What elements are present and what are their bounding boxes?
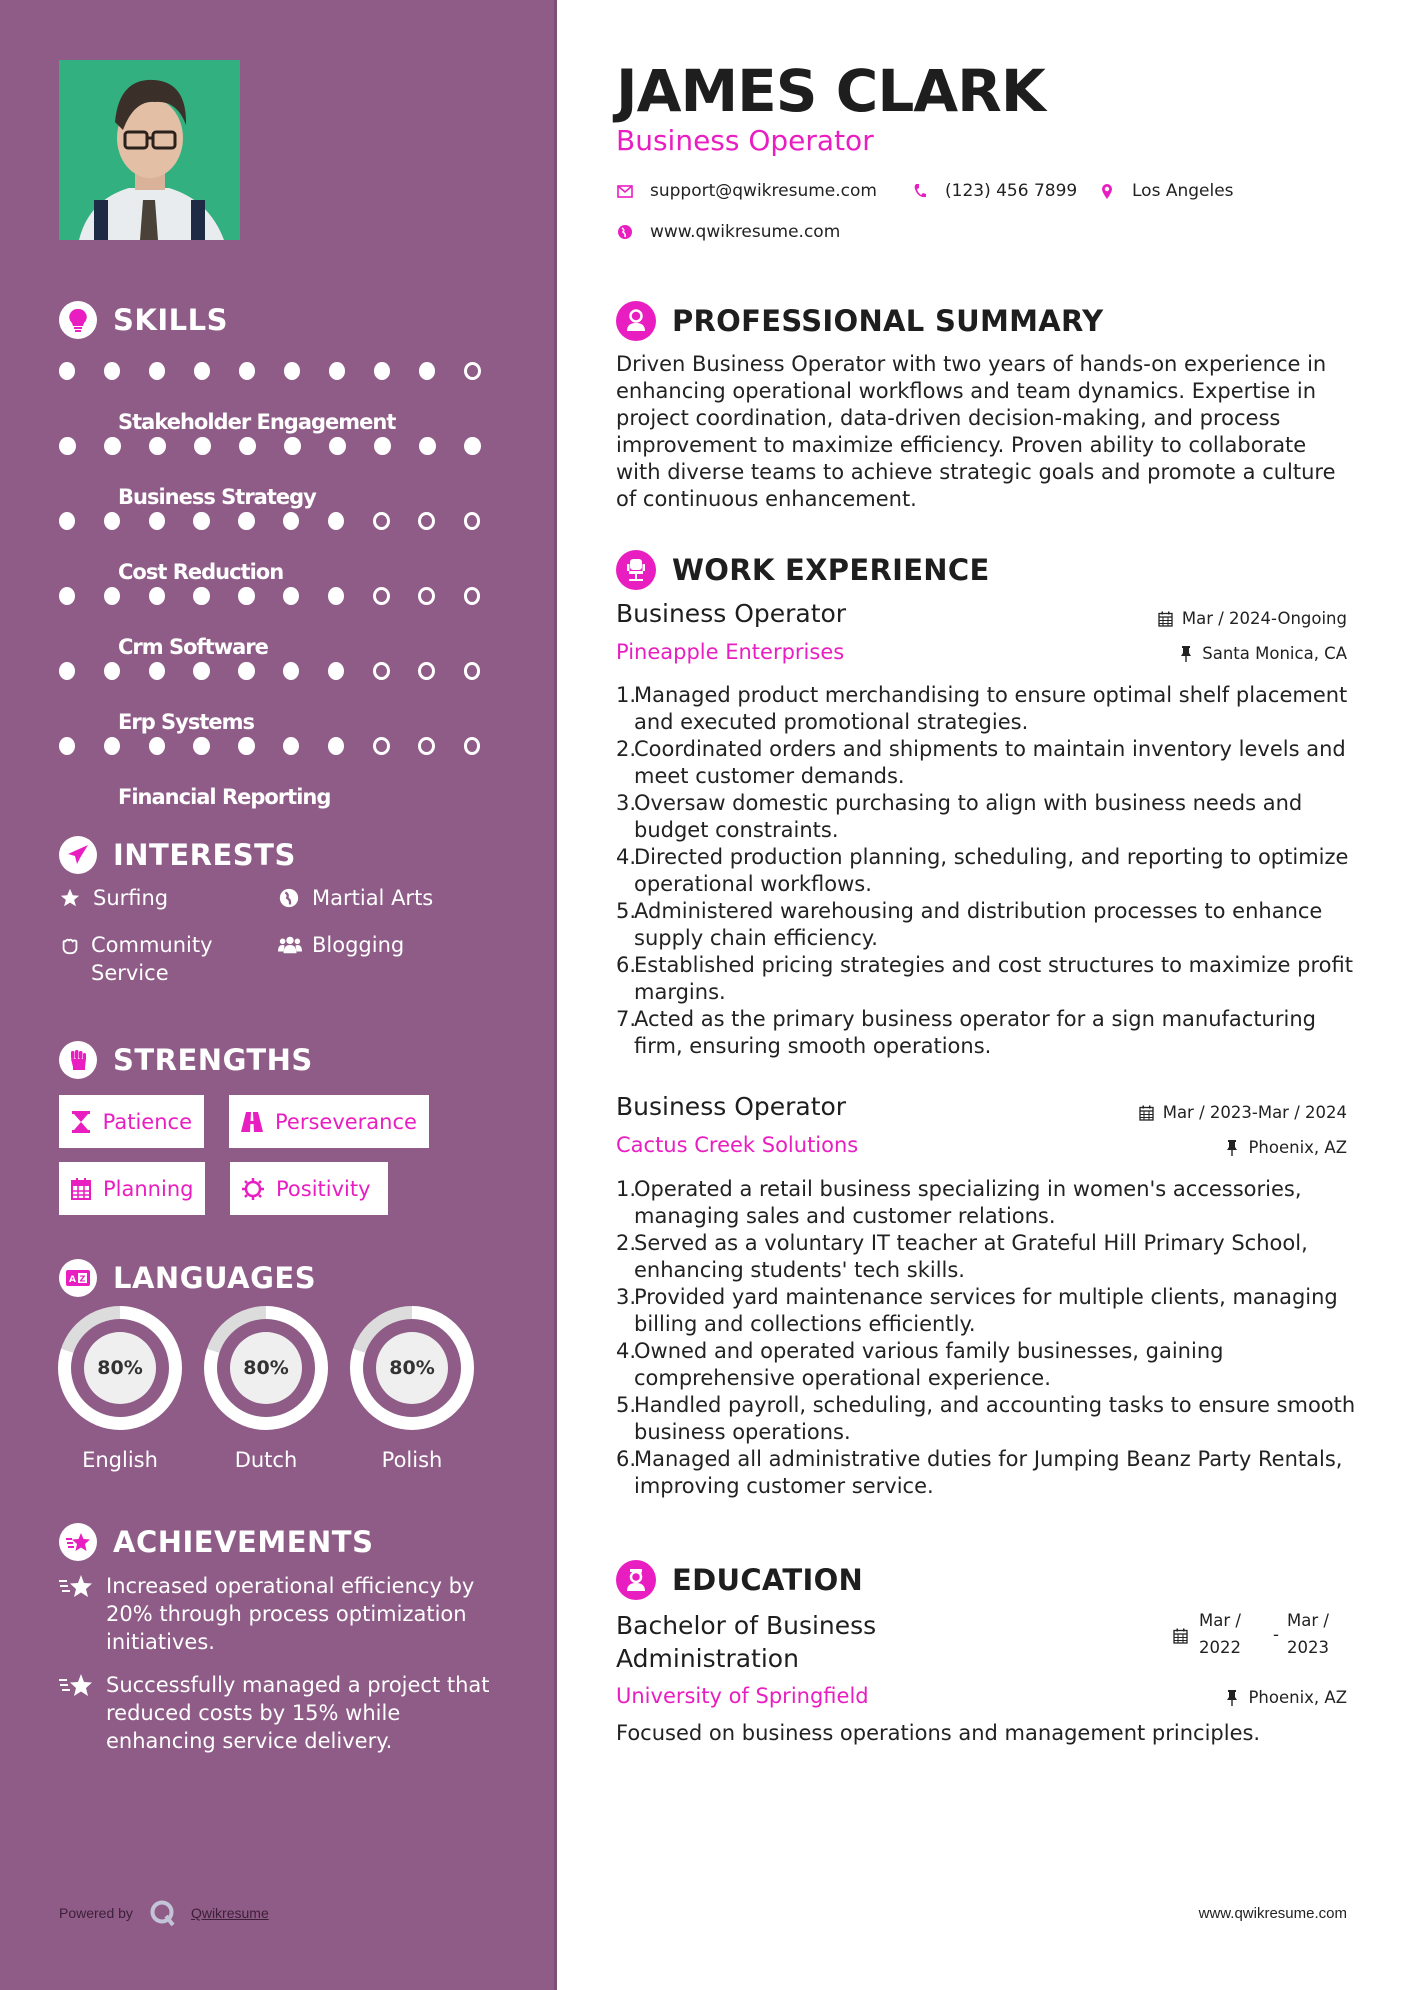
language-progress-ring: 80% (58, 1306, 182, 1430)
portrait-icon (59, 60, 240, 240)
road-icon (241, 1111, 263, 1133)
degree-title: Bachelor of Business Administration (616, 1611, 877, 1673)
contact-email: support@qwikresume.com (616, 179, 877, 203)
language-progress-ring: 80% (204, 1306, 328, 1430)
achievements-heading: ACHIEVEMENTS (59, 1522, 373, 1562)
list-item: 6. Established pricing strategies and cost structures to maximize profit margins. (616, 953, 1353, 1004)
interest-item: Community Service (59, 931, 259, 987)
education-description: Focused on business operations and management principles. (616, 1721, 1261, 1745)
skill-item: Stakeholder Engagement (59, 350, 509, 380)
hand-icon (59, 931, 81, 959)
achievement-item: Increased operational efficiency by 20% through process optimization initiatives. (59, 1572, 499, 1656)
calendar-icon (71, 1178, 91, 1200)
svg-text:A: A (69, 1275, 76, 1285)
skill-item: Erp Systems (59, 650, 509, 680)
pushpin-icon (1224, 1690, 1240, 1706)
calendar-icon (1173, 1625, 1189, 1641)
experience-heading: WORK EXPERIENCE (616, 548, 990, 592)
office-chair-icon (616, 550, 656, 590)
graduate-icon (616, 1560, 656, 1600)
qwikresume-link[interactable]: Qwikresume (190, 1905, 269, 1921)
sun-icon (242, 1178, 264, 1200)
skill-item: Cost Reduction (59, 500, 509, 530)
footer-website-link[interactable]: www.qwikresume.com (1198, 1905, 1347, 1922)
list-item: 6. Managed all administrative duties for Jumping Beanz Party Rentals, improving customer service. (616, 1447, 1343, 1498)
job-location: Phoenix, AZ (1224, 1138, 1347, 1157)
job-company: Pineapple Enterprises (616, 640, 845, 664)
shooting-star-icon (59, 1572, 95, 1600)
education-location: Phoenix, AZ (1224, 1688, 1347, 1707)
contact-phone: (123) 456 7899 (911, 179, 1077, 203)
interest-item: Surfing (59, 884, 168, 912)
language-progress-ring: 80% (350, 1306, 474, 1430)
skill-rating (59, 587, 509, 605)
qwikresume-logo-icon (149, 1898, 179, 1928)
languages-heading: A Z LANGUAGES (59, 1258, 316, 1298)
strength-tag: Patience (59, 1095, 204, 1148)
list-item: 5. Handled payroll, scheduling, and accounting tasks to ensure smooth business operations. (616, 1393, 1356, 1444)
interests-heading: INTERESTS (59, 835, 296, 875)
education-dates: Mar / 2022 - Mar / 2023 (1173, 1607, 1347, 1661)
hourglass-icon (71, 1111, 91, 1133)
job-title: Business Operator (616, 1092, 847, 1121)
list-item: 3. Oversaw domestic purchasing to align with business needs and budget constraints. (616, 791, 1303, 842)
calendar-icon (1158, 611, 1174, 627)
skill-rating (59, 662, 509, 680)
job-location: Santa Monica, CA (1178, 644, 1347, 663)
list-item: 3. Provided yard maintenance services for multiple clients, managing billing and collections efficiently. (616, 1285, 1338, 1336)
fist-icon (59, 1041, 97, 1079)
list-item: 7. Acted as the primary business operator for a sign manufacturing firm, ensuring smooth operations. (616, 1007, 1316, 1058)
interest-item: Blogging (278, 931, 404, 959)
job-responsibilities (616, 682, 1356, 1060)
shooting-star-icon (59, 1671, 95, 1699)
globe-icon (616, 223, 634, 241)
achievement-item: Successfully managed a project that reduced costs by 15% while enhancing service delivery. (59, 1671, 499, 1755)
list-item: 1. Operated a retail business specializing in women's accessories, managing sales and customer relations. (616, 1177, 1302, 1228)
education-heading: EDUCATION (616, 1558, 863, 1602)
main-content (557, 0, 1407, 1990)
skills-heading: SKILLS (59, 300, 228, 340)
strength-tag: Perseverance (229, 1095, 429, 1148)
user-icon (616, 301, 656, 341)
pushpin-icon (1224, 1140, 1240, 1156)
language-item: 80% English (58, 1306, 182, 1472)
job-responsibilities (616, 1176, 1356, 1500)
skill-rating (59, 437, 509, 455)
list-item: 1. Managed product merchandising to ensure optimal shelf placement and executed promotional strategies. (616, 683, 1348, 734)
list-item: 2. Coordinated orders and shipments to maintain inventory levels and meet customer demands. (616, 737, 1346, 788)
strength-tag: Positivity (230, 1162, 388, 1215)
powered-by: Powered by Qwikresume (59, 1898, 269, 1928)
paper-plane-icon (59, 836, 97, 874)
job-dates: Mar / 2023-Mar / 2024 (1139, 1103, 1347, 1122)
school-name: University of Springfield (616, 1684, 869, 1708)
strengths-heading: STRENGTHS (59, 1040, 313, 1080)
language-item: 80% Polish (350, 1306, 474, 1472)
candidate-title: Business Operator (616, 124, 874, 157)
language-item: 80% Dutch (204, 1306, 328, 1472)
job-company: Cactus Creek Solutions (616, 1133, 859, 1157)
contact-location: Los Angeles (1098, 179, 1234, 203)
skill-rating (59, 737, 509, 755)
pushpin-icon (1178, 646, 1194, 662)
list-item: 4. Directed production planning, scheduling, and reporting to optimize operational workflows. (616, 845, 1349, 896)
globe-icon (278, 884, 302, 912)
list-item: 5. Administered warehousing and distribution processes to enhance supply chain efficiency. (616, 899, 1323, 950)
list-item: 4. Owned and operated various family businesses, gaining comprehensive operational experience. (616, 1339, 1224, 1390)
users-icon (278, 931, 302, 959)
language-icon (59, 1259, 97, 1297)
skill-rating (59, 512, 509, 530)
skill-item: Crm Software (59, 575, 509, 605)
interest-item: Martial Arts (278, 884, 433, 912)
map-pin-icon (1098, 182, 1116, 200)
skill-item: Financial Reporting (59, 725, 509, 755)
job-title: Business Operator (616, 599, 847, 628)
summary-text: Driven Business Operator with two years of hands-on experience in enhancing operational workflows and team dynamics. Expertise in project coordination, data-driven decision-making, and process improvement to maximize efficiency. Proven ability to collaborate with diverse teams to achieve strategic goals and promote a culture of continuous enhancement. (616, 352, 1336, 511)
contact-website: www.qwikresume.com (616, 220, 840, 244)
profile-photo (59, 60, 240, 240)
job-dates: Mar / 2024-Ongoing (1158, 609, 1347, 628)
sidebar (0, 0, 557, 1990)
lightbulb-icon (59, 301, 97, 339)
list-item: 2. Served as a voluntary IT teacher at Grateful Hill Primary School, enhancing students' tech skills. (616, 1231, 1308, 1282)
candidate-name: JAMES CLARK (616, 57, 1045, 125)
svg-text:Z: Z (79, 1274, 86, 1284)
star-icon (59, 884, 83, 912)
skill-item: Business Strategy (59, 425, 509, 455)
shooting-star-icon (59, 1523, 97, 1561)
envelope-icon (616, 182, 634, 200)
summary-heading: PROFESSIONAL SUMMARY (616, 299, 1103, 343)
skill-rating (59, 362, 509, 380)
strength-tag: Planning (59, 1162, 205, 1215)
phone-icon (911, 182, 929, 200)
calendar-icon (1139, 1105, 1155, 1121)
